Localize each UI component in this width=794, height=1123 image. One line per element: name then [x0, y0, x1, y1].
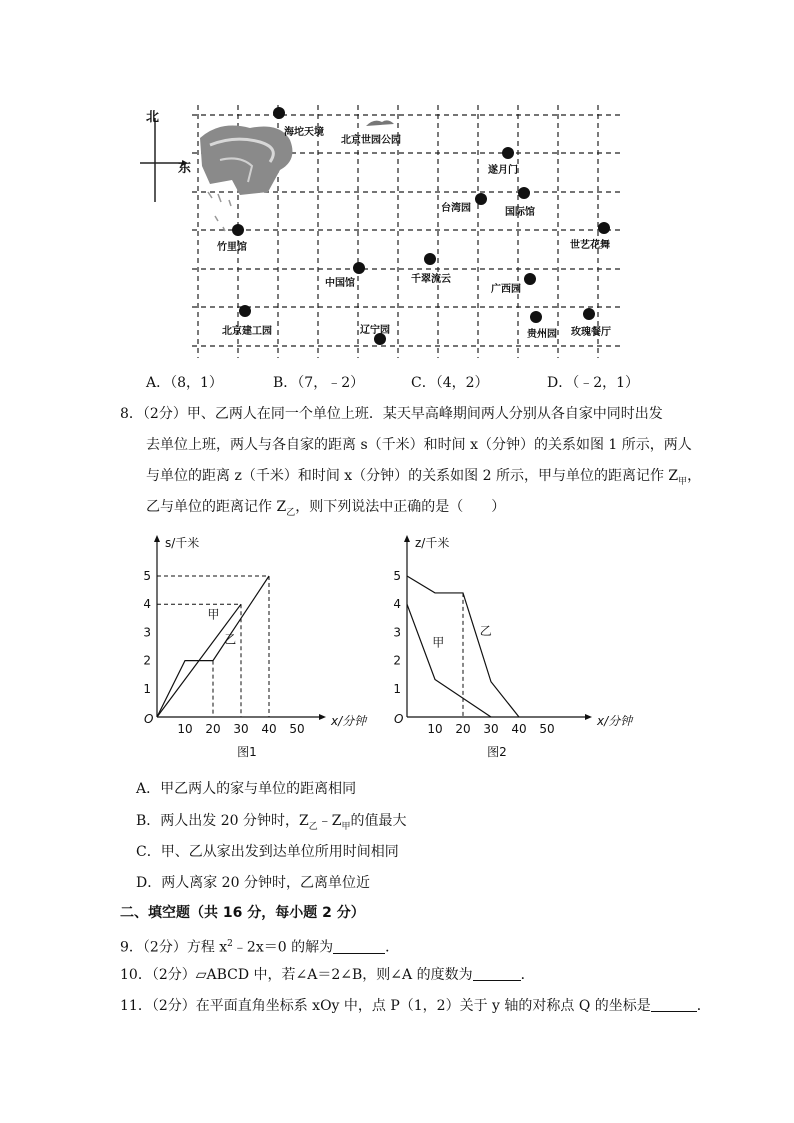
sub-yi: 乙 [286, 507, 296, 518]
q8-option-a: A．甲乙两人的家与单位的距离相同 [136, 781, 357, 797]
map-label: 贵州园 [527, 329, 557, 340]
compass-east-label: 东 [178, 161, 192, 176]
series-line-jia [407, 604, 491, 717]
q8-line-4 [146, 498, 505, 522]
origin-label: O [394, 712, 404, 726]
y-tick-label: 2 [143, 653, 151, 668]
y-axis-label: z/千米 [415, 536, 450, 550]
compass-north-label: 北 [146, 110, 160, 125]
q10-text: 10．（2分）▱ABCD 中，若∠A＝2∠B，则∠A 的度数为 [120, 967, 473, 983]
x-axis-label: x/分钟 [597, 714, 633, 728]
map-label: 中国馆 [325, 278, 355, 289]
q8-option-d: D．两人离家 20 分钟时，乙离单位近 [136, 875, 370, 891]
map-label: 国际馆 [505, 207, 535, 218]
series-label: 乙 [224, 632, 237, 647]
map-label: 辽宁园 [360, 325, 390, 336]
map-label: 北京建工园 [222, 326, 272, 337]
q8-line-3 [146, 467, 701, 491]
map-label: 玫瑰餐厅 [571, 327, 611, 338]
x-tick-label: 50 [539, 722, 555, 736]
sub-yi: 乙 [308, 821, 318, 832]
series-label: 乙 [479, 624, 492, 639]
q8-option-b-end: 的值最大 [350, 813, 407, 829]
q8-line-4-end: ，则下列说法中正确的是（ ） [295, 499, 506, 515]
series-line-yi [407, 576, 519, 717]
period: ． [385, 939, 400, 956]
q7-option-c: C．（4，2） [411, 375, 489, 391]
map-label: 海坨天境 [284, 127, 324, 138]
answer-blank [473, 966, 521, 981]
chart-title: 图2 [487, 745, 507, 759]
x-tick-label: 10 [177, 722, 193, 736]
y-tick-label: 5 [393, 569, 401, 583]
x-tick-label: 40 [261, 722, 277, 736]
map-label: 千翠流云 [411, 274, 451, 285]
y-tick-label: 3 [143, 625, 151, 640]
sub-jia: 甲 [678, 476, 688, 487]
x-tick-label: 40 [511, 722, 527, 736]
q8-line-1: 8．（2分）甲、乙两人在同一个单位上班．某天早高峰期间两人分别从各自家中同时出发 [120, 406, 663, 422]
q11-text: 11．（2分）在平面直角坐标系 xOy 中，点 P（1，2）关于 y 轴的对称点 Q 的坐标是 [120, 998, 651, 1014]
y-tick-label: 2 [393, 653, 401, 668]
q10 [120, 966, 535, 984]
y-axis-arrow [154, 535, 160, 542]
answer-blank [333, 939, 385, 954]
period: ． [696, 998, 711, 1014]
y-tick-label: 4 [143, 597, 151, 612]
x-axis-label: x/分钟 [331, 714, 367, 728]
map-label: 北京世园公园 [341, 135, 401, 146]
map-label: 遂月门 [488, 165, 518, 176]
y-tick-label: 1 [393, 681, 401, 696]
section-heading: 二、填空题（共 16 分，每小题 2 分） [120, 905, 365, 921]
period: ． [520, 967, 535, 983]
q9-exponent: 2 [227, 939, 233, 949]
q8-option-b [136, 812, 407, 836]
chart-figure-2 [385, 530, 633, 770]
chart-title: 图1 [237, 745, 257, 759]
park-icon [366, 120, 394, 126]
q8-option-b-mid: ﹣Z [317, 813, 342, 829]
chart-figure-1 [135, 530, 367, 770]
y-axis-label: s/千米 [165, 536, 200, 550]
map-label: 台湾园 [441, 203, 471, 214]
x-tick-label: 10 [427, 722, 443, 736]
q9-text-b: ﹣2x＝0 的解为 [232, 939, 334, 956]
x-tick-label: 30 [233, 722, 249, 736]
q8-option-b-text: B．两人出发 20 分钟时，Z [136, 813, 309, 829]
x-tick-label: 20 [455, 722, 471, 736]
q7-option-d: D．（﹣2，1） [547, 375, 640, 391]
answer-blank [651, 997, 697, 1012]
x-tick-label: 50 [289, 722, 305, 736]
series-label: 甲 [207, 607, 220, 622]
x-axis-arrow [585, 714, 592, 720]
y-tick-label: 1 [143, 681, 151, 696]
y-tick-label: 5 [143, 569, 151, 583]
x-axis-arrow [319, 714, 326, 720]
comma: ， [687, 468, 702, 484]
y-tick-label: 3 [393, 625, 401, 640]
q8-line-3-text: 与单位的距离 z（千米）和时间 x（分钟）的关系如图 2 所示，甲与单位的距离记作 Z [146, 468, 679, 484]
x-tick-label: 20 [205, 722, 221, 736]
q8-option-c: C．甲、乙从家出发到达单位所用时间相同 [136, 844, 399, 860]
y-axis-arrow [404, 535, 410, 542]
origin-label: O [144, 712, 154, 726]
map-label: 竹里馆 [217, 242, 247, 253]
q9-text-a: 9．（2分）方程 x [120, 939, 228, 956]
q7-option-a: A．（8，1） [146, 375, 223, 391]
q9 [120, 935, 399, 957]
q7-option-b: B．（7，﹣2） [273, 375, 365, 391]
map-label: 广西园 [491, 284, 521, 295]
x-tick-label: 30 [483, 722, 499, 736]
q11 [120, 997, 711, 1015]
q8-line-4-text: 乙与单位的距离记作 Z [146, 499, 287, 515]
y-tick-label: 4 [393, 597, 401, 612]
q8-line-2: 去单位上班，两人与各自家的距离 s（千米）和时间 x（分钟）的关系如图 1 所示，两人 [146, 437, 692, 453]
sub-jia: 甲 [341, 821, 351, 832]
series-label: 甲 [432, 635, 445, 650]
map-label: 世艺花舞 [570, 240, 610, 251]
